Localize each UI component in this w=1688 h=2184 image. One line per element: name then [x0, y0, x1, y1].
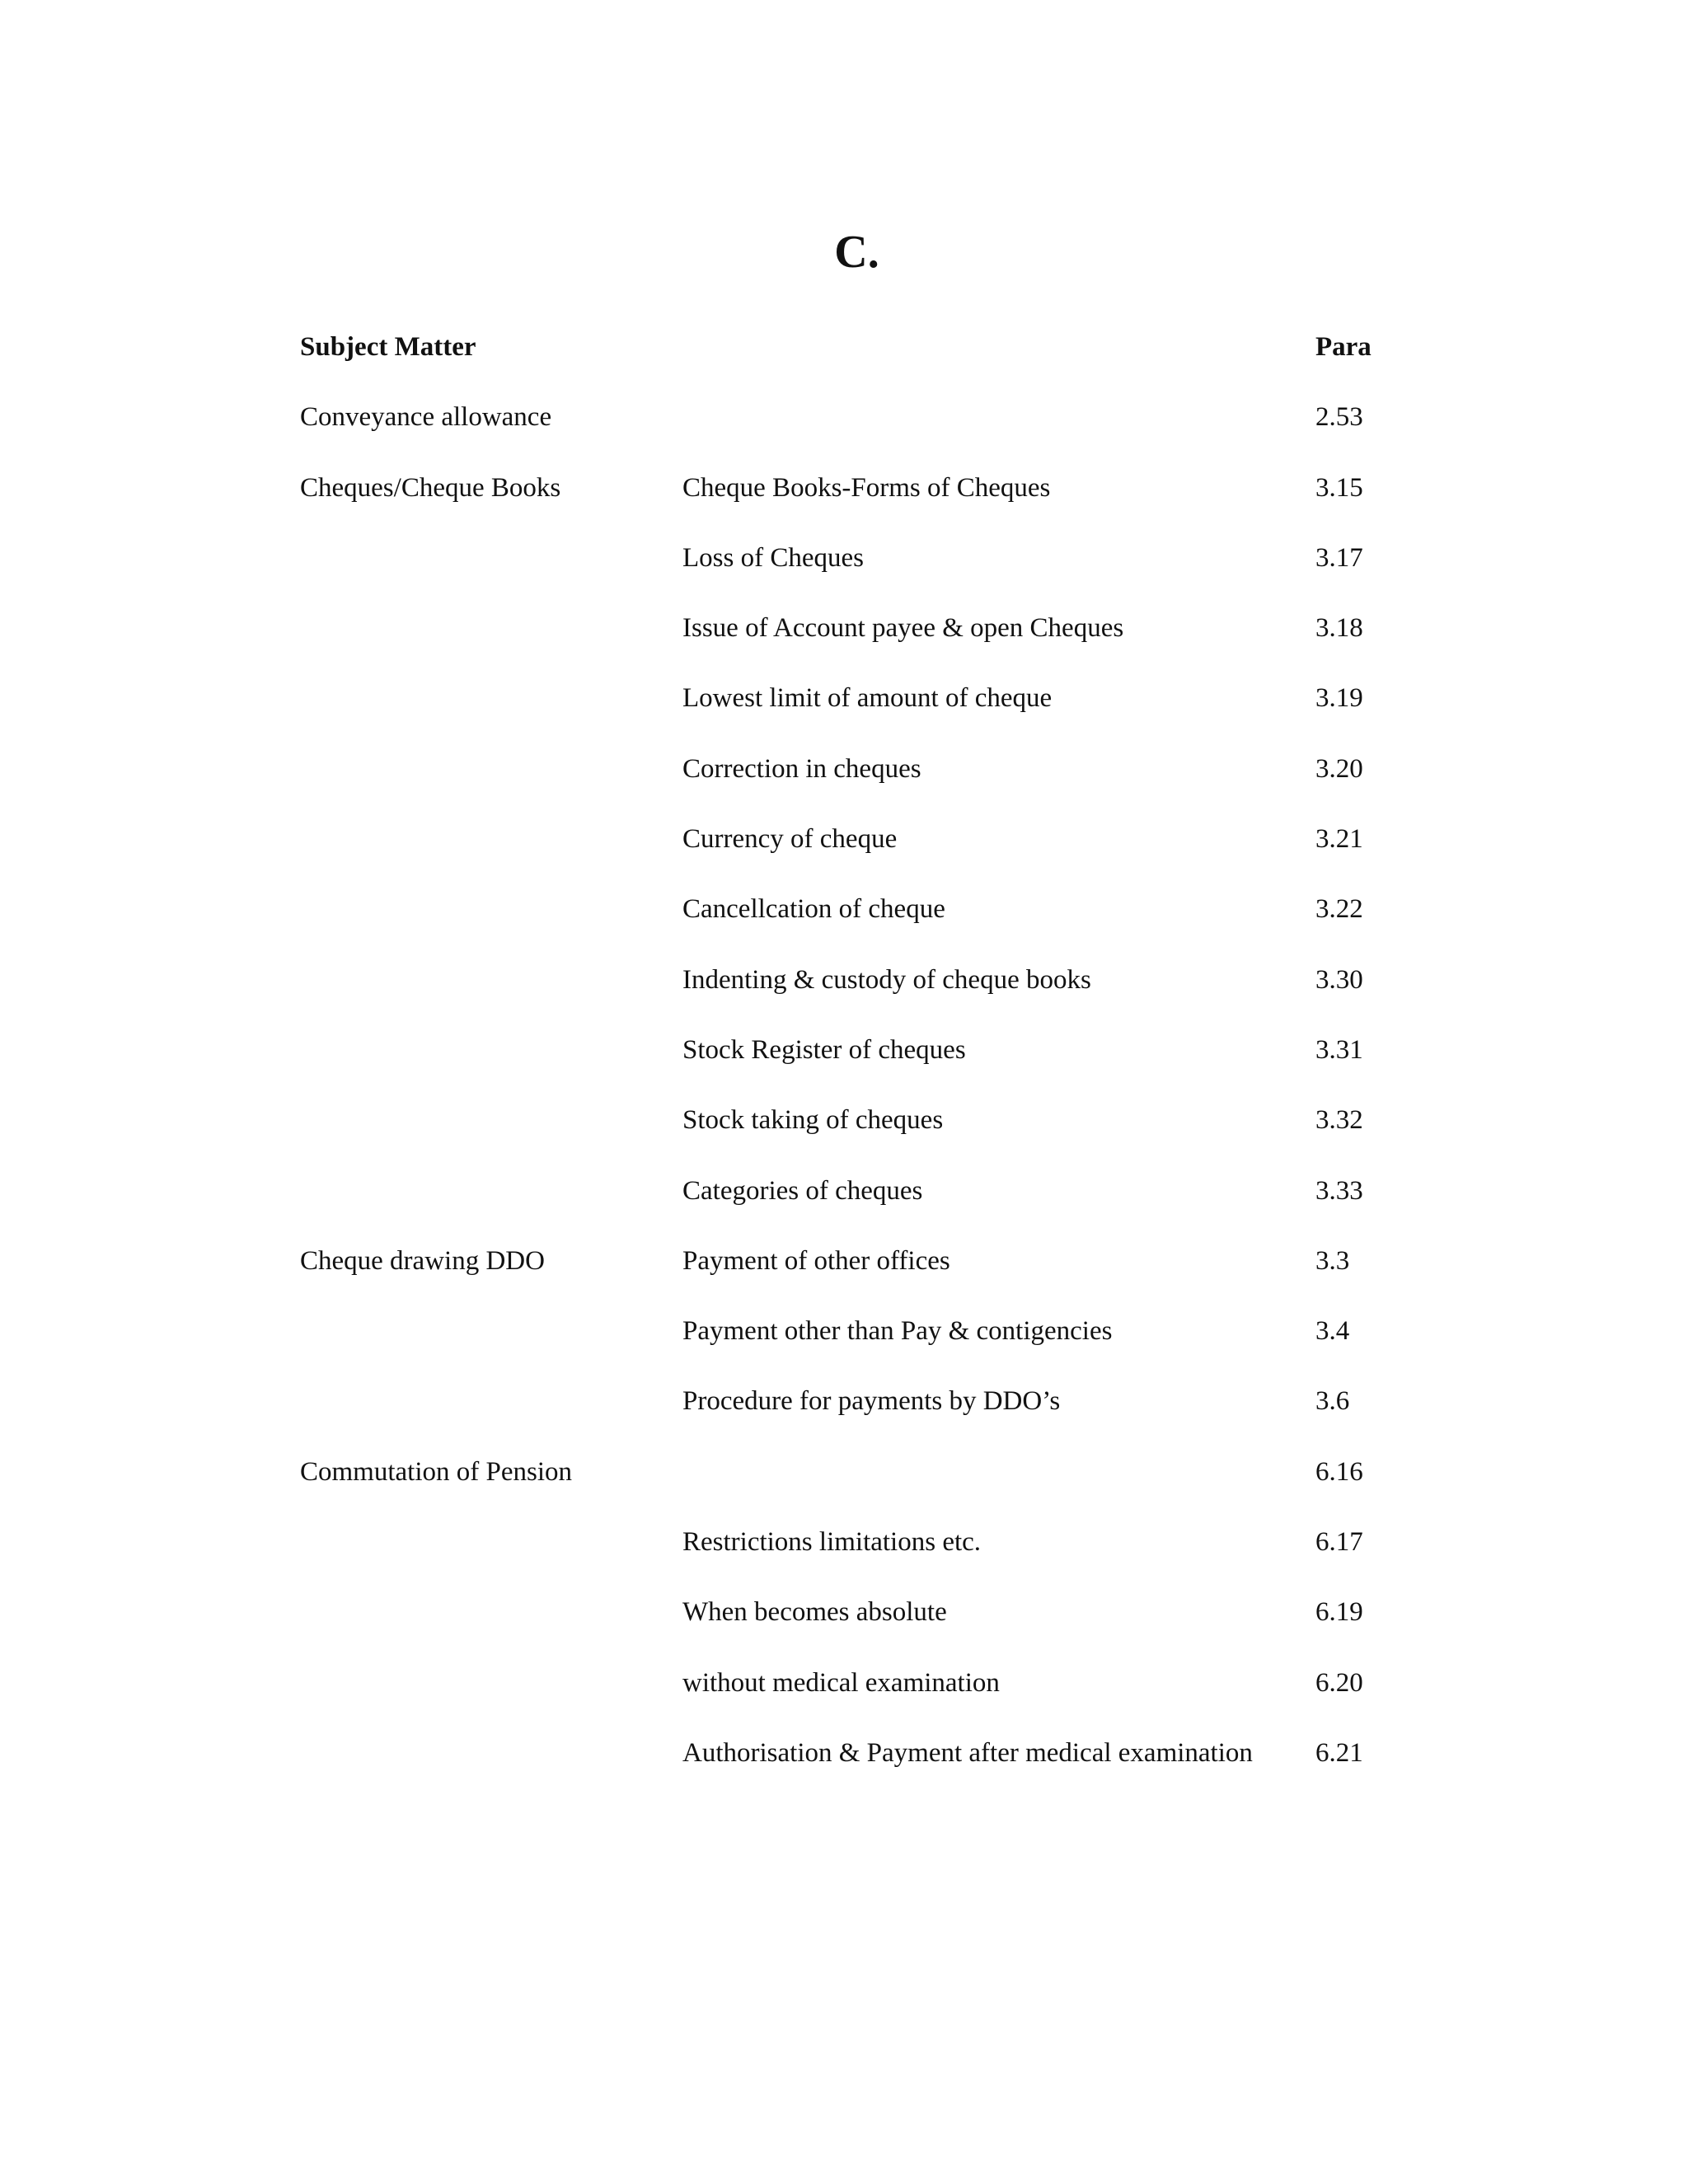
row-detail: Lowest limit of amount of cheque	[682, 683, 1053, 714]
row-detail: Restrictions limitations etc.	[682, 1527, 982, 1558]
row-para: 3.33	[1315, 1175, 1363, 1206]
table-row	[300, 1029, 1404, 1099]
row-para: 3.20	[1315, 753, 1363, 784]
row-detail: Authorisation & Payment after medical examination	[682, 1737, 1253, 1768]
table-row	[300, 748, 1404, 818]
row-detail: Currency of cheque	[682, 824, 898, 855]
row-para: 3.19	[1315, 683, 1363, 714]
table-row	[300, 958, 1404, 1029]
row-para: 6.19	[1315, 1597, 1363, 1628]
row-para: 3.22	[1315, 894, 1363, 925]
row-subject: Cheque drawing DDO	[300, 1245, 545, 1276]
row-para: 6.17	[1315, 1527, 1363, 1558]
row-para: 6.20	[1315, 1667, 1363, 1698]
row-para: 3.30	[1315, 964, 1363, 995]
table-row	[300, 607, 1404, 677]
row-subject: Commutation of Pension	[300, 1456, 572, 1487]
row-detail: Categories of cheques	[682, 1175, 923, 1206]
row-detail: When becomes absolute	[682, 1597, 947, 1628]
row-detail: Payment of other offices	[682, 1245, 950, 1276]
table-row	[300, 1169, 1404, 1240]
table-row	[300, 396, 1404, 466]
row-para: 3.3	[1315, 1245, 1350, 1276]
row-subject: Cheques/Cheque Books	[300, 472, 561, 503]
row-para: 3.32	[1315, 1105, 1363, 1136]
subject-matter-header: Subject Matter	[300, 332, 476, 362]
table-row	[300, 888, 1404, 958]
para-header: Para	[1315, 332, 1372, 362]
row-detail: Cheque Books-Forms of Cheques	[682, 472, 1051, 503]
table-row	[300, 1380, 1404, 1450]
row-para: 6.21	[1315, 1737, 1363, 1768]
row-para: 3.31	[1315, 1034, 1363, 1065]
table-row	[300, 1732, 1404, 1802]
row-detail: Indenting & custody of cheque books	[682, 964, 1091, 995]
table-row	[300, 677, 1404, 747]
row-subject: Conveyance allowance	[300, 402, 552, 433]
row-detail: without medical examination	[682, 1667, 1000, 1698]
table-row	[300, 1451, 1404, 1521]
subject-index-table	[300, 326, 1404, 1802]
row-para: 3.18	[1315, 613, 1363, 644]
table-row	[300, 818, 1404, 888]
row-detail: Correction in cheques	[682, 753, 921, 784]
table-row	[300, 1591, 1404, 1661]
row-detail: Stock taking of cheques	[682, 1105, 944, 1136]
row-detail: Payment other than Pay & contigencies	[682, 1316, 1113, 1347]
row-detail: Procedure for payments by DDO’s	[682, 1386, 1061, 1417]
row-para: 6.16	[1315, 1456, 1363, 1487]
table-row	[300, 1099, 1404, 1169]
table-row	[300, 537, 1404, 607]
row-para: 3.4	[1315, 1316, 1350, 1347]
table-row	[300, 1661, 1404, 1732]
row-detail: Issue of Account payee & open Cheques	[682, 613, 1124, 644]
row-detail: Cancellcation of cheque	[682, 894, 945, 925]
row-para: 3.17	[1315, 542, 1363, 573]
row-detail: Loss of Cheques	[682, 542, 864, 573]
table-row	[300, 1240, 1404, 1310]
row-para: 3.21	[1315, 824, 1363, 855]
table-row	[300, 1521, 1404, 1591]
page-heading: C.	[834, 227, 879, 278]
row-para: 3.6	[1315, 1386, 1350, 1417]
row-detail: Stock Register of cheques	[682, 1034, 966, 1065]
table-row	[300, 466, 1404, 537]
row-para: 3.15	[1315, 472, 1363, 503]
table-header-row	[300, 326, 1404, 396]
table-row	[300, 1310, 1404, 1380]
row-para: 2.53	[1315, 402, 1363, 433]
